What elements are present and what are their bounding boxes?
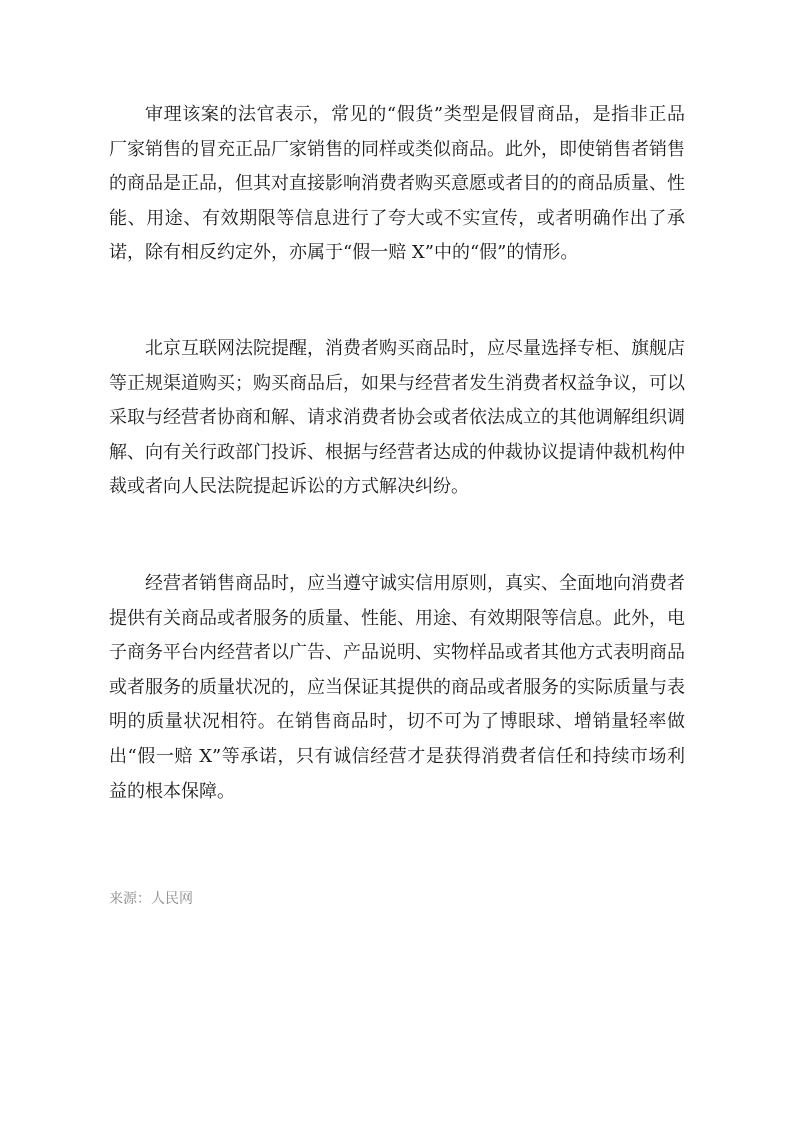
source-attribution: 来源：人民网 [109, 891, 193, 907]
paragraph-judge-statement: 审理该案的法官表示，常见的“假货”类型是假冒商品，是指非正品厂家销售的冒充正品厂家销售的同样或类似商品。此外，即使销售者销售的商品是正品，但其对直接影响消费者购买意愿或者目的的商品质量、性能、用途、有效期限等信息进行了夸大或不实宣传，或者明确作出了承诺，除有相反约定外，亦属于“假一赔 X”中的“假”的情形。 [109, 104, 685, 264]
paragraph-merchant-obligation: 经营者销售商品时，应当遵守诚实信用原则，真实、全面地向消费者提供有关商品或者服务的质量、性能、用途、有效期限等信息。此外，电子商务平台内经营者以广告、产品说明、实物样品或者其他方式表明商品或者服务的质量状况的，应当保证其提供的商品或者服务的实际质量与表明的质量状况相符。在销售商品时，切不可为了博眼球、增销量轻率做出“假一赔 X”等承诺，只有诚信经营才是获得消费者信任和持续市场利益的根本保障。 [109, 573, 685, 802]
paragraph-court-reminder: 北京互联网法院提醒，消费者购买商品时，应尽量选择专柜、旗舰店等正规渠道购买；购买商品后，如果与经营者发生消费者权益争议，可以采取与经营者协商和解、请求消费者协会或者依法成立的其他调解组织调解、向有关行政部门投诉、根据与经营者达成的仲裁协议提请仲裁机构仲裁或者向人民法院提起诉讼的方式解决纠纷。 [109, 338, 685, 498]
